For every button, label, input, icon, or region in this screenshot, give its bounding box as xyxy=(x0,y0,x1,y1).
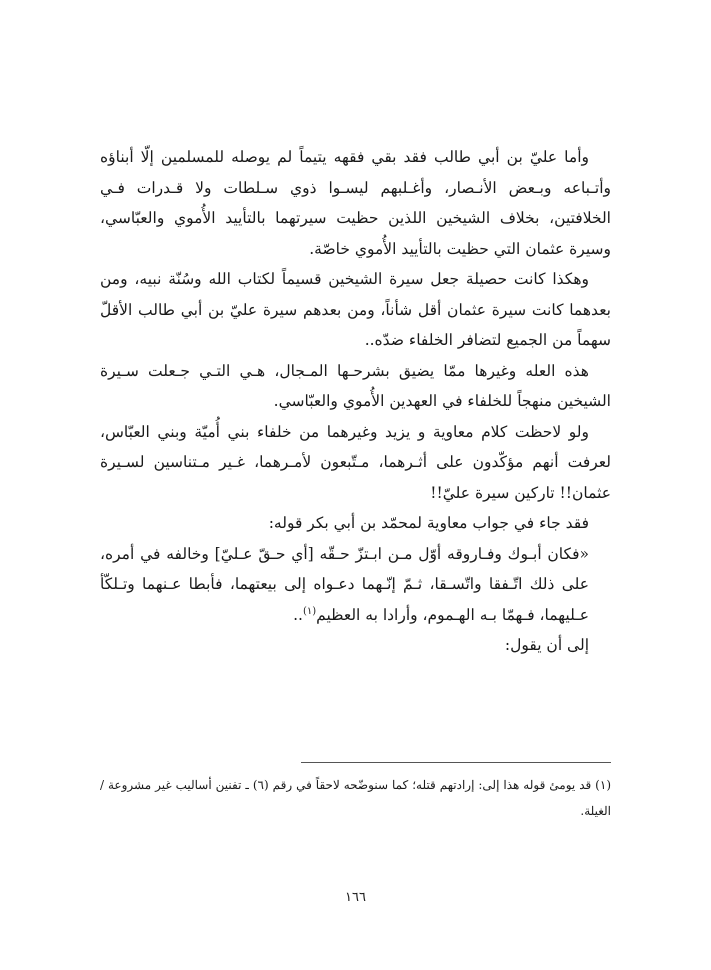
page-number: ١٦٦ xyxy=(345,890,366,905)
main-text xyxy=(100,142,611,661)
paragraph-4: ولو لاحظت كلام معاوية و يزيد وغيرهما من خلفاء بني أُميّة وبني العبّاس، لعرفت أنهم مؤكّدون على أثـرهما، مـتّبعون لأمـرهما، غـير مـتناسين لسـيرة عثمان!! تاركين سيرة عليّ!! xyxy=(100,422,611,502)
closing-line: إلى أن يقول: xyxy=(504,636,589,654)
footnote-divider xyxy=(301,762,611,763)
paragraph-1: وأما عليّ بن أبي طالب فقد بقي فقهه يتيماً لم يوصله للمسلمين إلّا أبناؤه وأتـباعه وبـعض الأنـصار، وأغـلبهم ليسـوا ذوي سـلطات ولا قـدرات فـي الخلافتين، بخلاف الشيخين اللذين حظيت سيرتهما بالتأييد الأُموي والعبّاسي، وسيرة عثمان التي حظيت بالتأييد الأُموي خاصّة. xyxy=(100,148,611,258)
footnote-reference[interactable]: (١) xyxy=(302,605,317,617)
paragraph-3: هذه العله وغيرها ممّا يضيق بشرحـها المـجال، هـي التـي جـعلت سـيرة الشيخين منهجاً للخلفاء في العهدين الأُموي والعبّاسي. xyxy=(100,361,611,410)
footnote-1: (١) قد يومئ قوله هذا إلى: إرادتهم قتله؛ كما سنوضّحه لاحقاً في رقم (٦) ـ تفنين أساليب غير مشروعة / الغيلة. xyxy=(100,778,612,818)
footnote-area xyxy=(100,772,611,824)
paragraph-5: فقد جاء في جواب معاوية لمحمّد بن أبي بكر قوله: xyxy=(268,514,589,532)
quote-text: «فكان أبـوك وفـاروقه أوّل مـن ابـتزّ حـقّه [أي حـقّ عـليّ] وخالفه في أمره، على ذلك اتّـفقا واتّسـقا، ثـمّ إنّـهما دعـواه إلى بيعتهما، فأبطا عـنهما وتـلكّأ عـليهما، فـهمّا بـه الهـموم، وأرادا به العظيم xyxy=(100,544,589,624)
quote-tail: .. xyxy=(293,605,303,624)
quoted-passage xyxy=(100,539,589,631)
paragraph-2: وهكذا كانت حصيلة جعل سيرة الشيخين قسيماً لكتاب الله وسُنّة نبيه، ومن بعدهما كانت سيرة عثمان أقل شأناً، ومن بعدهم سيرة عليّ بن أبي طالب الأقلّ سهماً من الجميع لتضافر الخلفاء ضدّه.. xyxy=(100,270,611,349)
